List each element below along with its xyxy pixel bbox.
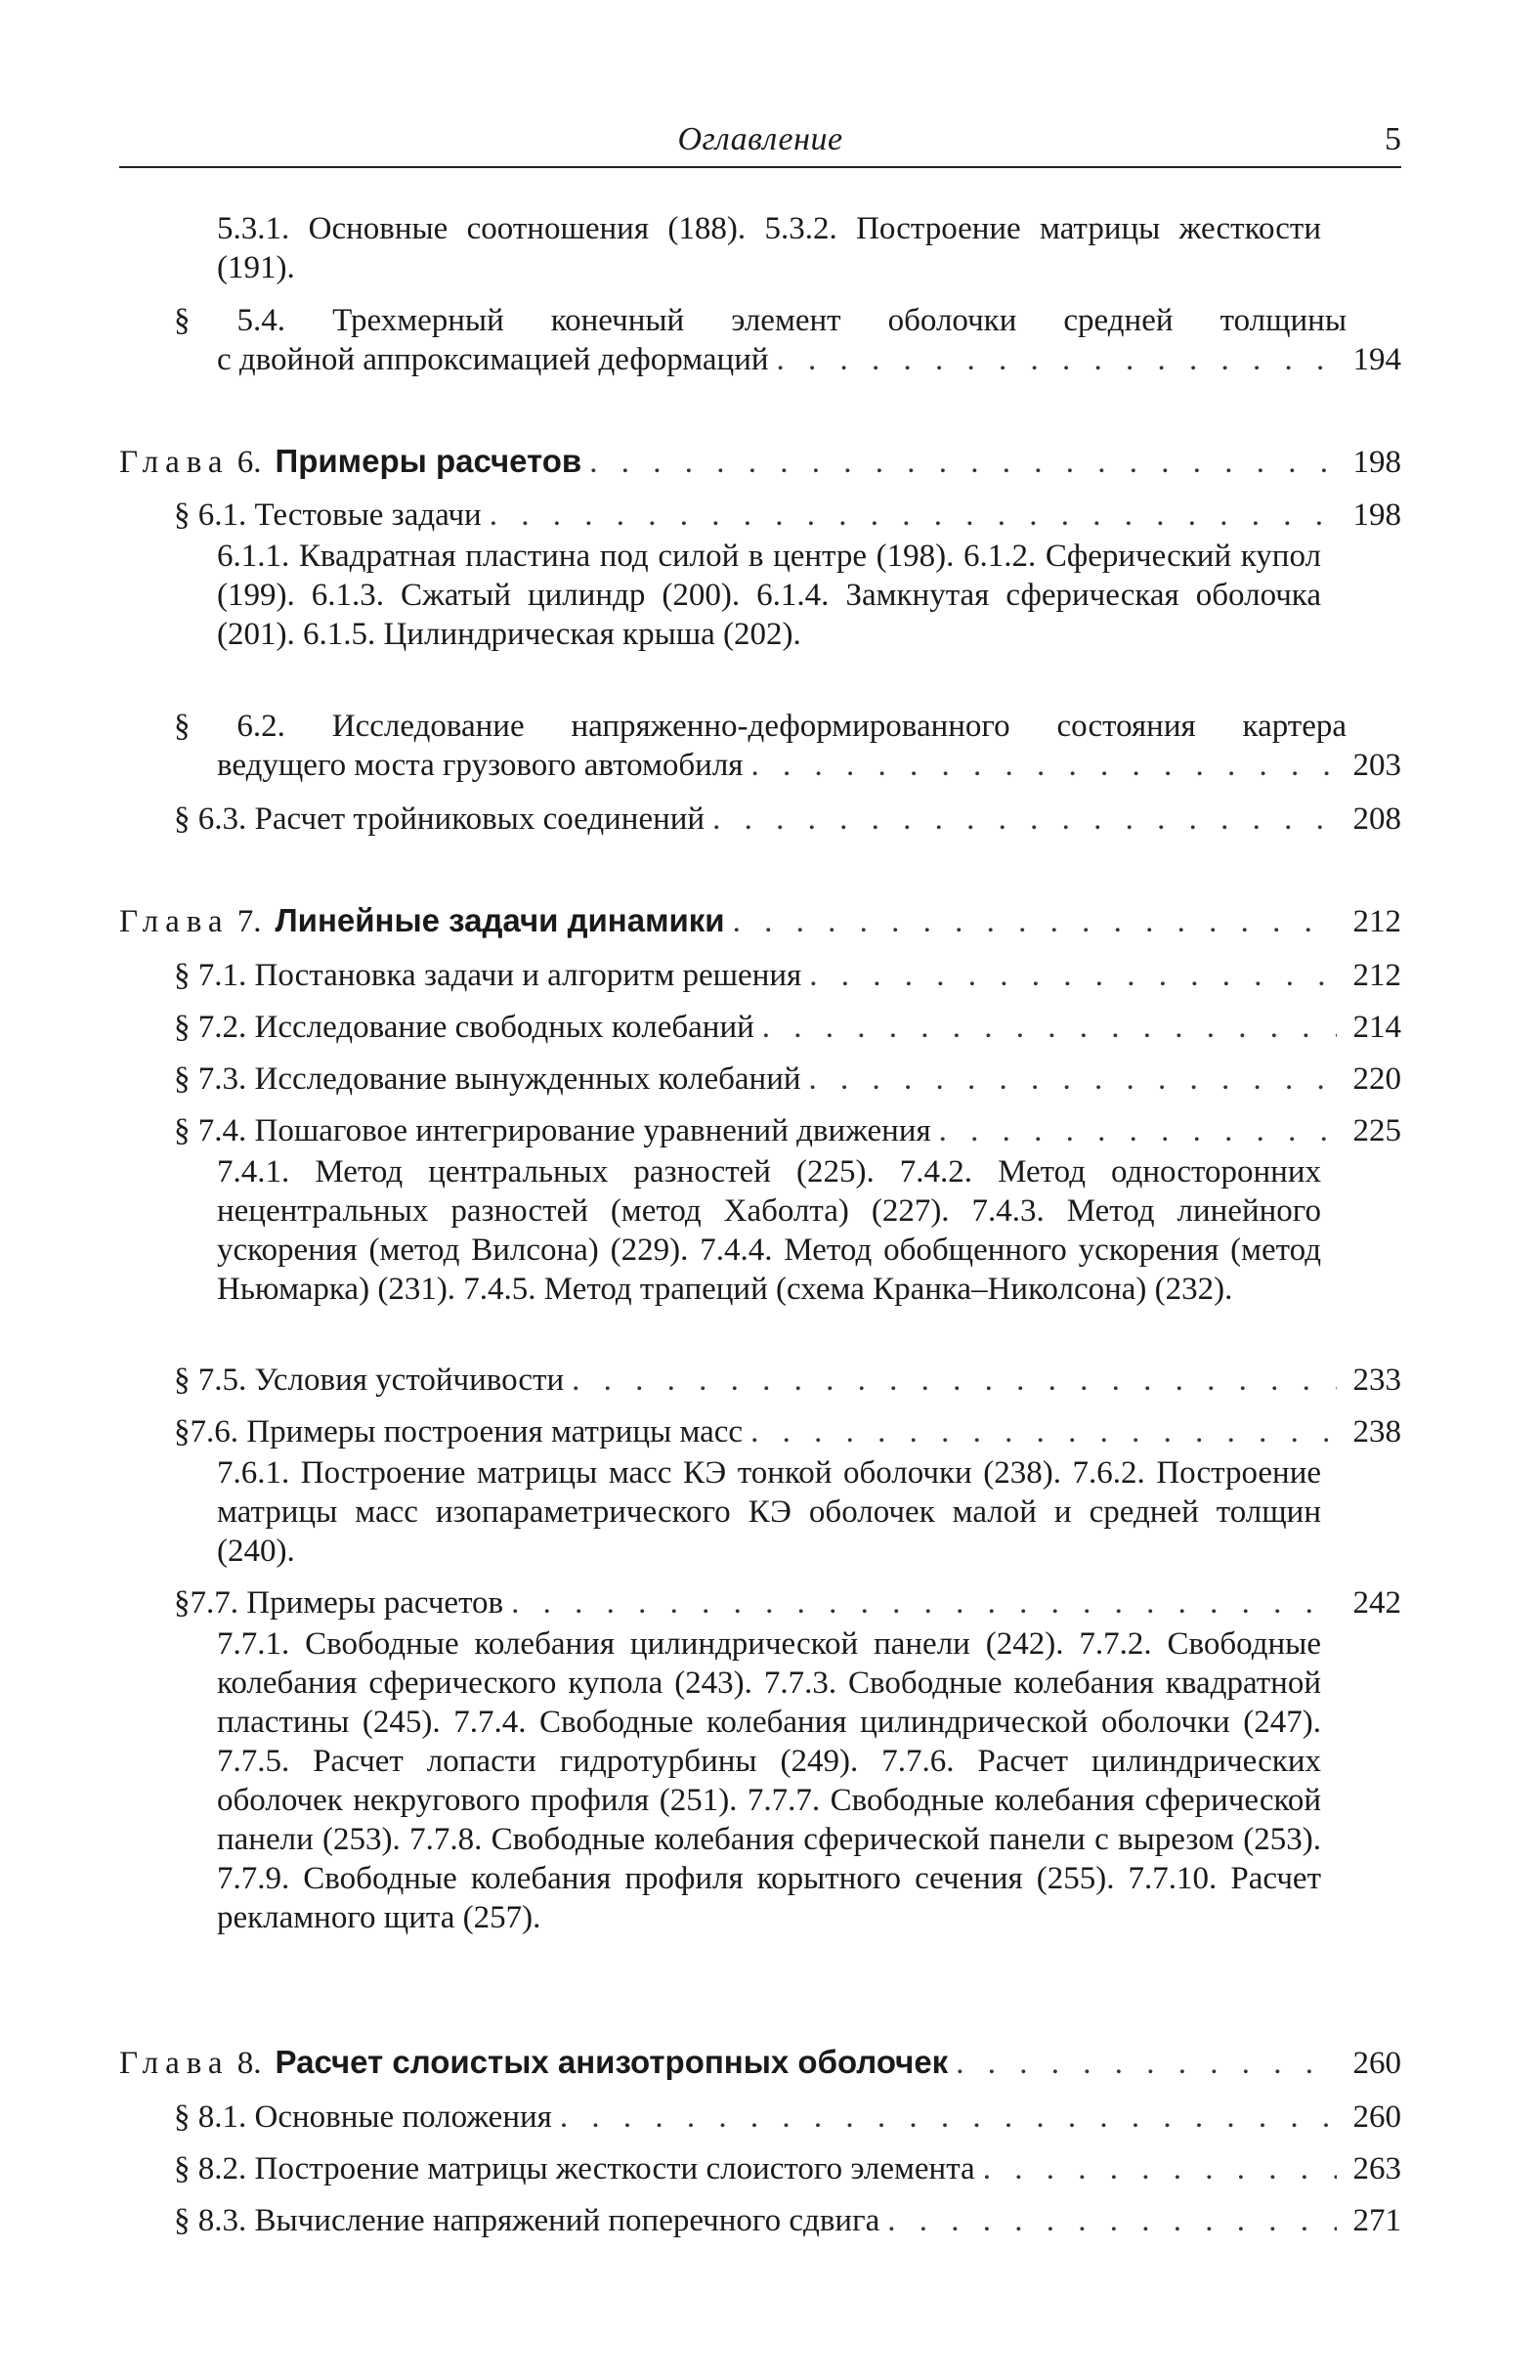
page-ref: 263 [1352,2151,1401,2186]
running-head-title: Оглавление [677,121,843,157]
dot-leader [887,2201,1337,2240]
dot-leader [983,2149,1337,2188]
section-title: § 7.5. Условия устойчивости [174,1363,565,1398]
section-title: § 6.3. Расчет тройниковых соединений [174,801,706,837]
chapter-number: 6. [236,445,262,480]
toc-section-5-4[interactable] [174,301,1401,379]
section-title: §7.6. Примеры построения матрицы масс [174,1414,744,1450]
page-number: 5 [1385,121,1401,157]
dot-leader [751,746,1338,785]
chapter-kind: Глава [119,445,230,480]
page-ref: 198 [1352,498,1401,533]
subsection-list-7-6: 7.6.1. Построение матрицы масс КЭ тонкой оболочки (238). 7.6.2. Построение матрицы масс изопараметрического КЭ оболочек малой и средней толщин (240). [217,1455,1321,1569]
toc-section-7-1[interactable] [119,956,1401,995]
dot-leader [572,1361,1337,1400]
section-title: § 8.3. Вычисление напряжений поперечного сдвига [174,2203,880,2238]
chapter-kind: Глава [119,904,230,939]
dot-leader [939,1111,1337,1150]
page-ref: 220 [1352,1061,1401,1097]
page-ref: 212 [1352,958,1401,993]
page-ref: 271 [1352,2203,1401,2238]
section-title-line: § 5.4. Трехмерный конечный элемент оболочки средней толщины [174,303,1347,338]
toc-section-8-3[interactable] [119,2201,1401,2240]
toc-page [119,0,1401,2380]
section-title-line: с двойной аппроксимацией деформаций [217,342,769,377]
section-title: § 7.2. Исследование свободных колебаний [174,1010,754,1045]
dot-leader [560,2098,1337,2137]
page-ref: 194 [1352,342,1401,377]
dot-leader [733,902,1337,941]
chapter-title: Примеры расчетов [275,443,582,479]
toc-section-8-1[interactable] [119,2098,1401,2137]
page-ref: 225 [1352,1113,1401,1148]
subsection-list-5-3: 5.3.1. Основные соотношения (188). 5.3.2. Построение матрицы жесткости (191). [217,211,1321,285]
page-ref: 212 [1352,904,1401,939]
toc-chapter-6[interactable] [119,442,1401,482]
dot-leader [750,1412,1337,1451]
dot-leader [809,1060,1337,1099]
toc-section-7-6[interactable] [119,1412,1401,1451]
chapter-title: Линейные задачи динамики [275,902,725,938]
dot-leader [490,496,1337,535]
dot-leader [589,443,1337,482]
toc-section-7-2[interactable] [119,1008,1401,1047]
subsection-list-6-1: 6.1.1. Квадратная пластина под силой в центре (198). 6.1.2. Сферический купол (199). 6.1.3. Сжатый цилиндр (200). 6.1.4. Замкнутая сферическая оболочка (201). 6.1.5. Цилиндрическая крыша (202). [217,539,1321,652]
page-ref: 260 [1352,2046,1401,2081]
section-title-line: § 6.2. Исследование напряженно-деформированного состояния картера [174,709,1347,744]
page-ref: 260 [1352,2099,1401,2135]
toc-section-7-7[interactable] [119,1583,1401,1623]
dot-leader [762,1008,1337,1047]
dot-leader [511,1583,1337,1623]
page-ref: 238 [1352,1414,1401,1450]
dot-leader [809,956,1337,995]
section-title: § 8.1. Основные положения [174,2099,552,2135]
chapter-number: 8. [236,2046,262,2081]
section-title: § 7.1. Постановка задачи и алгоритм решения [174,958,802,993]
section-title-line: ведущего моста грузового автомобиля [217,748,744,783]
section-title: § 7.3. Исследование вынужденных колебаний [174,1061,801,1097]
toc-section-6-1[interactable] [119,496,1401,535]
page-ref: 203 [1352,748,1401,783]
page-ref: 208 [1352,801,1401,837]
page-ref: 242 [1352,1585,1401,1621]
toc-section-6-2[interactable] [174,707,1401,785]
page-ref: 214 [1352,1010,1401,1045]
toc-chapter-7[interactable] [119,901,1401,941]
page-ref: 233 [1352,1363,1401,1398]
toc-section-7-3[interactable] [119,1060,1401,1099]
subsection-list-7-4: 7.4.1. Метод центральных разностей (225). 7.4.2. Метод односторонних нецентральных разностей (метод Хаболта) (227). 7.4.3. Метод линейного ускорения (метод Вилсона) (229). 7.4.4. Метод обобщенного ускорения (метод Ньюмарка) (231). 7.4.5. Метод трапеций (схема Кранка–Николсона) (232). [217,1154,1321,1307]
chapter-title: Расчет слоистых анизотропных оболочек [275,2044,949,2080]
toc-section-8-2[interactable] [119,2149,1401,2188]
section-title: § 7.4. Пошаговое интегрирование уравнений движения [174,1113,931,1148]
dot-leader [956,2044,1337,2083]
subsection-list-7-7: 7.7.1. Свободные колебания цилиндрической панели (242). 7.7.2. Свободные колебания сферического купола (243). 7.7.3. Свободные колебания квадратной пластины (245). 7.7.4. Свободные колебания цилиндрической оболочки (247). 7.7.5. Расчет лопасти гидротурбины (249). 7.7.6. Расчет цилиндрических оболочек некругового профиля (251). 7.7.7. Свободные колебания сферической панели (253). 7.7.8. Свободные колебания сферической панели с вырезом (253). 7.7.9. Свободные колебания профиля корытного сечения (255). 7.7.10. Расчет рекламного щита (257). [217,1626,1321,1935]
chapter-kind: Глава [119,2046,230,2081]
chapter-number: 7. [236,904,262,939]
toc-chapter-8[interactable] [119,2043,1401,2083]
section-title: § 8.2. Построение матрицы жесткости слоистого элемента [174,2151,975,2186]
page-ref: 198 [1352,445,1401,480]
section-title: §7.7. Примеры расчетов [174,1585,504,1621]
toc-section-7-5[interactable] [119,1361,1401,1400]
dot-leader [777,340,1337,379]
running-head [119,115,1401,168]
dot-leader [712,800,1337,839]
toc-section-7-4[interactable] [119,1111,1401,1150]
section-title: § 6.1. Тестовые задачи [174,498,482,533]
toc-section-6-3[interactable] [119,800,1401,839]
